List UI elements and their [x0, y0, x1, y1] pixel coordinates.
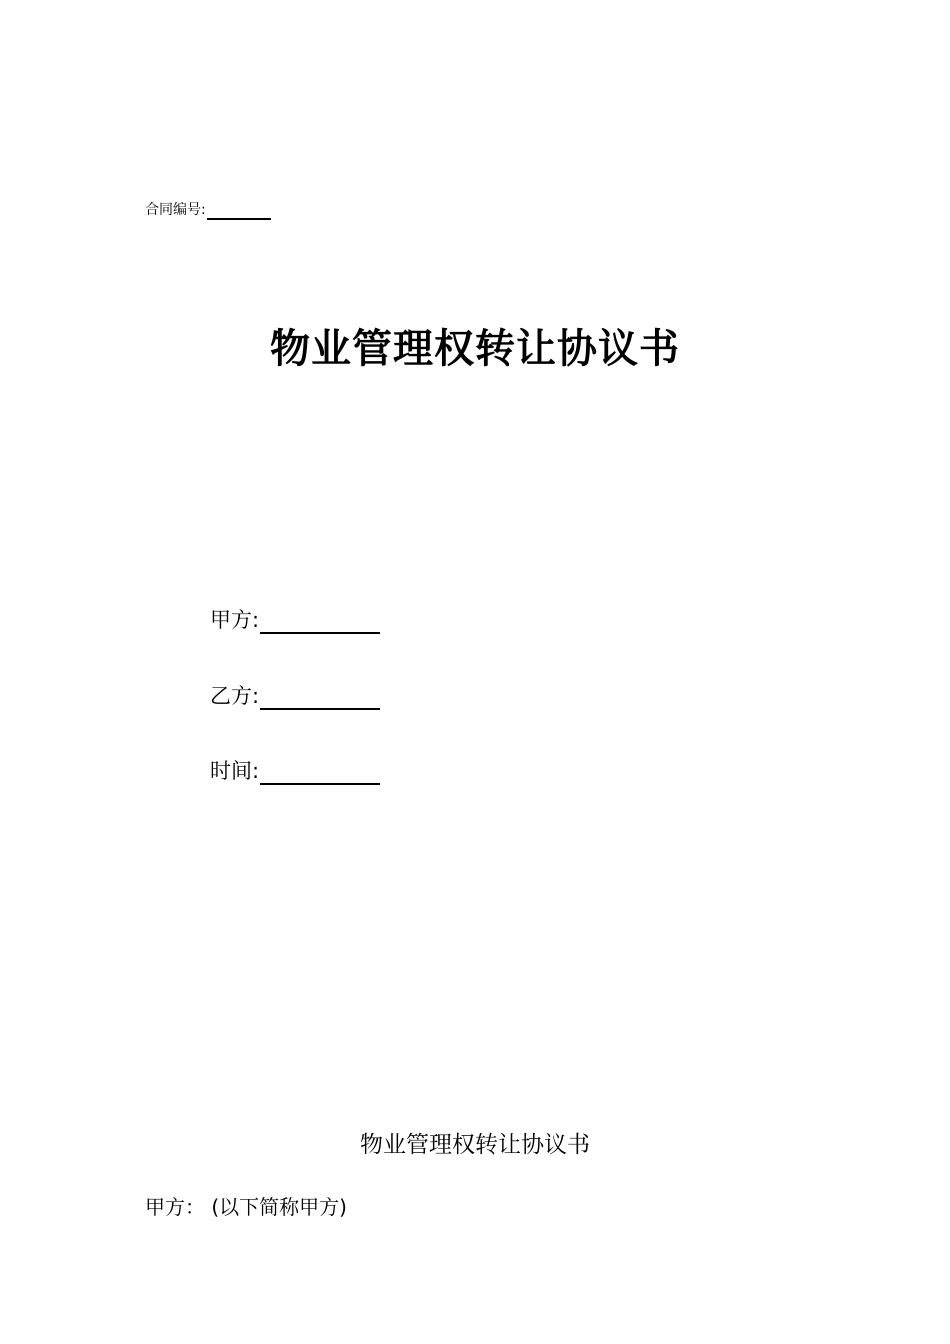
party-a-field: [210, 606, 380, 634]
contract-number-label: 合同编号:: [145, 202, 206, 218]
content-title: 物业管理权转让协议书: [360, 1132, 590, 1158]
party-b-blank: [260, 686, 380, 710]
party-b-field: [210, 682, 380, 710]
party-a-intro: 甲方： (以下简称甲方): [145, 1195, 347, 1219]
party-a-label: 甲方:: [210, 608, 260, 632]
party-a-blank: [260, 610, 380, 634]
contract-number-blank: [207, 202, 271, 220]
date-label: 时间:: [210, 759, 260, 783]
cover-title: 物业管理权转让协议书: [270, 326, 680, 372]
date-field: [210, 757, 380, 785]
date-blank: [260, 761, 380, 785]
party-b-label: 乙方:: [210, 684, 260, 708]
contract-number: [145, 200, 271, 220]
